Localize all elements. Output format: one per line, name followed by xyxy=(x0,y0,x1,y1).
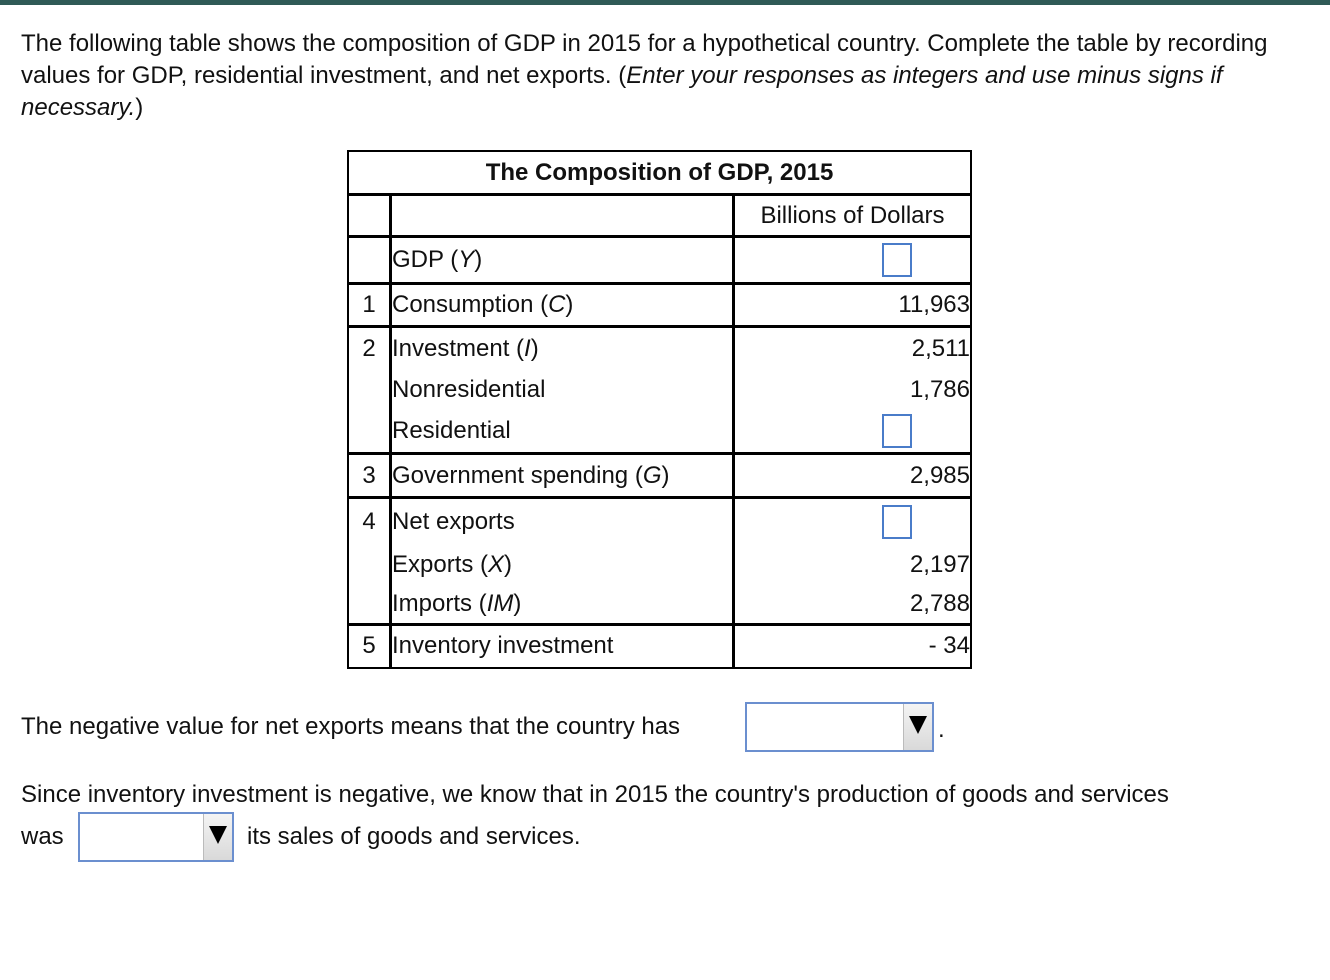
gdp-answer-input[interactable] xyxy=(882,243,912,277)
question-intro: The following table shows the composition of GDP in 2015 for a hypothetical country. Complete the table by recording values for GDP, residential investment, and net exports. (Enter your responses as integers and use minus signs if necessary.) xyxy=(21,30,1268,121)
inventory-question-line1: Since inventory investment is negative, we know that in 2015 the country's production of goods and services xyxy=(21,781,1169,808)
row-label: Residential xyxy=(391,410,734,454)
net-exports-answer-input[interactable] xyxy=(882,505,912,539)
table-row: 1 Consumption (C) 11,963 xyxy=(348,284,971,327)
table-row: 3 Government spending (G) 2,985 xyxy=(348,454,971,498)
row-label: Exports (X) xyxy=(391,545,734,585)
column-header: Billions of Dollars xyxy=(734,195,972,237)
table-row xyxy=(348,237,971,284)
table-row xyxy=(348,370,971,410)
row-label: Net exports xyxy=(391,498,734,545)
top-accent-bar xyxy=(0,0,1330,5)
table-row: 2 Investment (I) 2,511 xyxy=(348,327,971,370)
table-row: 5 Inventory investment - 34 xyxy=(348,625,971,668)
chevron-down-icon xyxy=(203,814,232,860)
sentence-period: . xyxy=(938,716,945,743)
net-exports-dropdown[interactable] xyxy=(745,702,934,752)
row-label: GDP (Y) xyxy=(391,237,734,284)
table-title: The Composition of GDP, 2015 xyxy=(348,151,971,195)
table-row xyxy=(348,410,971,454)
net-exports-question: The negative value for net exports means that the country has xyxy=(21,713,681,740)
table-row xyxy=(348,585,971,625)
row-value: 2,197 xyxy=(909,550,970,578)
row-value: 2,788 xyxy=(734,585,972,625)
residential-answer-input[interactable] xyxy=(882,414,912,448)
gdp-composition-table xyxy=(347,150,972,669)
row-label: Consumption (C) xyxy=(391,284,734,327)
inventory-question-end: its sales of goods and services. xyxy=(247,823,581,850)
row-value: 11,963 xyxy=(734,284,972,327)
row-label: Investment (I) xyxy=(391,327,734,370)
production-vs-sales-dropdown[interactable] xyxy=(78,812,234,862)
row-value: - 34 xyxy=(928,632,970,660)
row-value: 1,786 xyxy=(909,375,970,403)
row-value: 2,985 xyxy=(734,454,972,498)
row-label: Government spending (G) xyxy=(391,454,734,498)
table-row: 4 Net exports xyxy=(348,498,971,545)
inventory-question-was: was xyxy=(21,823,64,850)
chevron-down-icon xyxy=(903,704,932,750)
table-row xyxy=(348,545,971,585)
row-label: Imports (IM) xyxy=(391,585,734,625)
row-label: Inventory investment xyxy=(391,625,734,668)
row-value: 2,511 xyxy=(911,334,970,362)
row-label: Nonresidential xyxy=(391,370,734,410)
